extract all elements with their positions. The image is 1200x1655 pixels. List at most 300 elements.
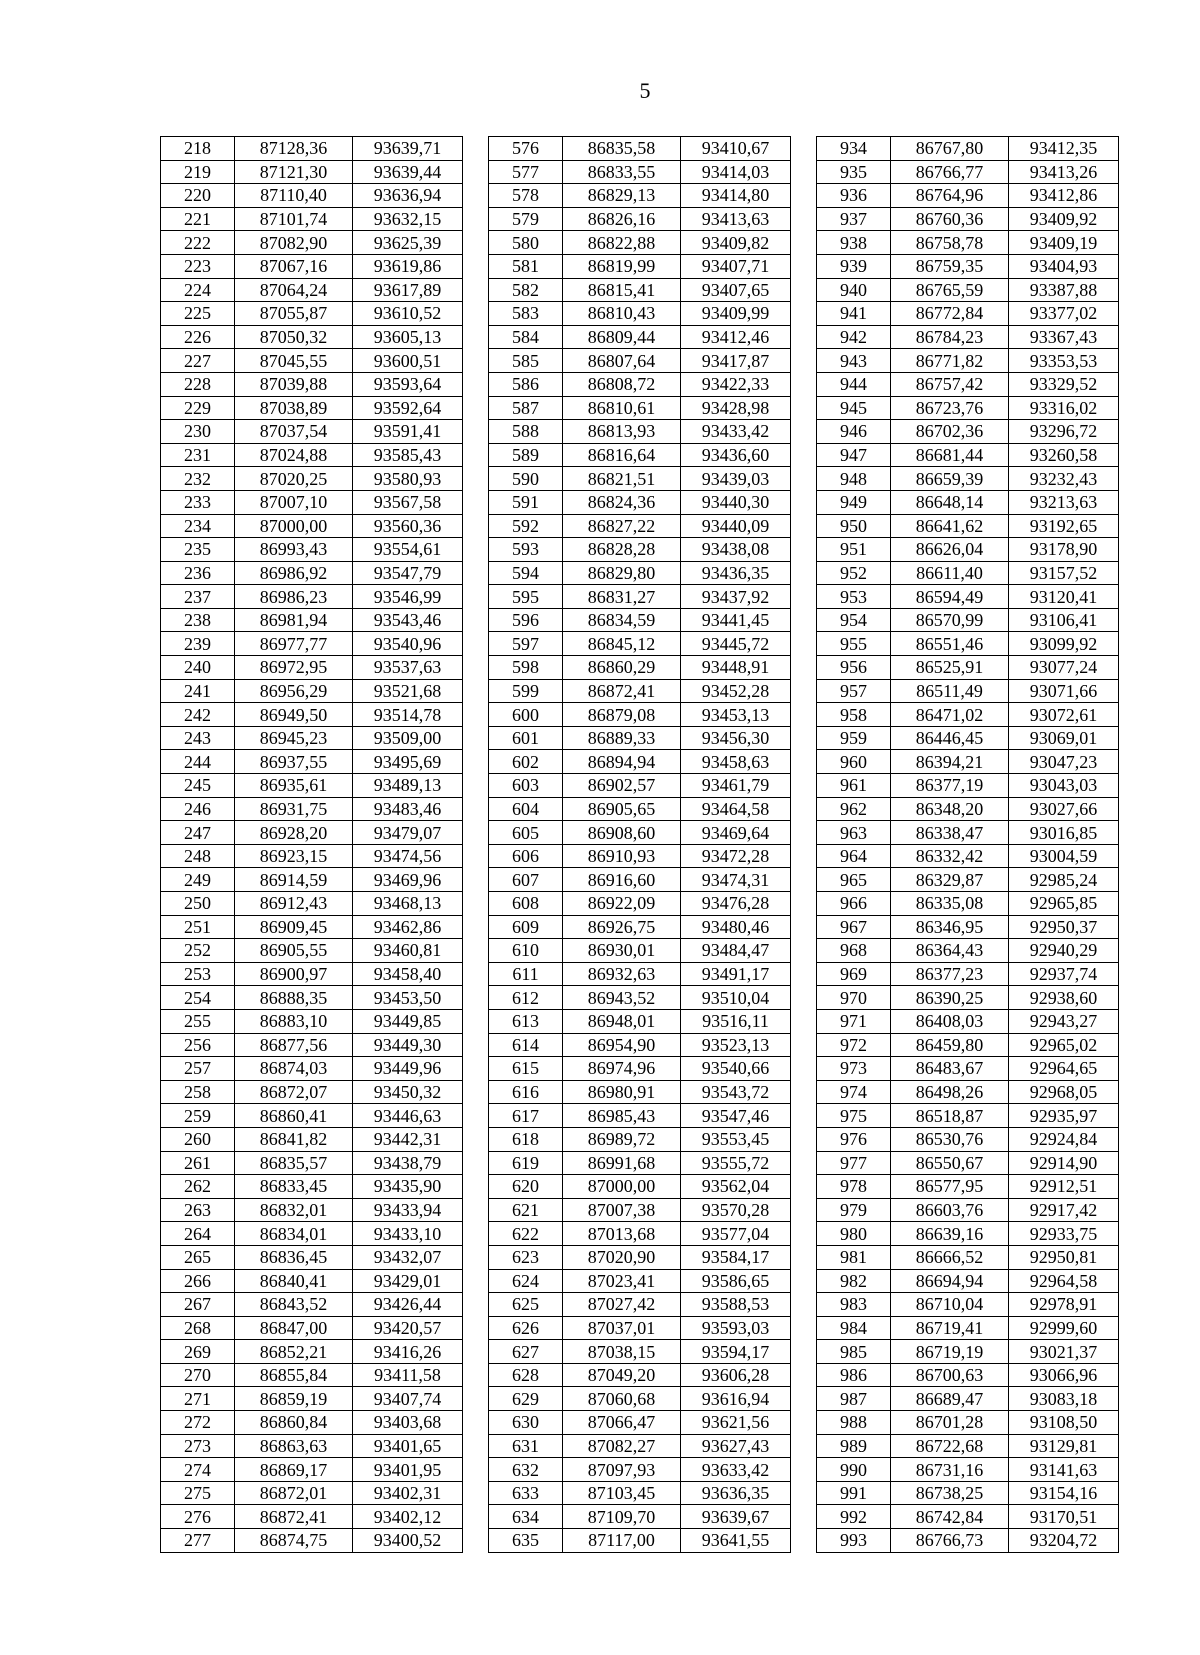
column-gap: [791, 490, 817, 514]
point-number-cell: 970: [817, 986, 891, 1010]
point-number-cell: 611: [489, 962, 563, 986]
point-number-cell: 576: [489, 137, 563, 161]
y-coordinate-cell: 93329,52: [1009, 372, 1119, 396]
y-coordinate-cell: 93404,93: [1009, 254, 1119, 278]
point-number-cell: 257: [161, 1057, 235, 1081]
y-coordinate-cell: 93043,03: [1009, 774, 1119, 798]
y-coordinate-cell: 92943,27: [1009, 1009, 1119, 1033]
column-gap: [463, 1175, 489, 1199]
y-coordinate-cell: 93077,24: [1009, 656, 1119, 680]
point-number-cell: 940: [817, 278, 891, 302]
y-coordinate-cell: 93108,50: [1009, 1411, 1119, 1435]
point-number-cell: 587: [489, 396, 563, 420]
y-coordinate-cell: 93296,72: [1009, 420, 1119, 444]
table-row: [161, 986, 1119, 1010]
point-number-cell: 616: [489, 1080, 563, 1104]
point-number-cell: 623: [489, 1245, 563, 1269]
column-gap: [791, 750, 817, 774]
column-gap: [791, 1198, 817, 1222]
table-row: [161, 302, 1119, 326]
x-coordinate-cell: 86377,23: [891, 962, 1009, 986]
y-coordinate-cell: 93120,41: [1009, 585, 1119, 609]
table-row: [161, 1151, 1119, 1175]
point-number-cell: 606: [489, 844, 563, 868]
y-coordinate-cell: 93593,03: [681, 1316, 791, 1340]
y-coordinate-cell: 93547,79: [353, 561, 463, 585]
x-coordinate-cell: 86570,99: [891, 608, 1009, 632]
x-coordinate-cell: 86764,96: [891, 184, 1009, 208]
y-coordinate-cell: 93619,86: [353, 254, 463, 278]
point-number-cell: 948: [817, 467, 891, 491]
column-gap: [791, 538, 817, 562]
point-number-cell: 950: [817, 514, 891, 538]
x-coordinate-cell: 86863,63: [235, 1434, 353, 1458]
y-coordinate-cell: 93514,78: [353, 703, 463, 727]
table-row: [161, 844, 1119, 868]
x-coordinate-cell: 86710,04: [891, 1293, 1009, 1317]
x-coordinate-cell: 86874,75: [235, 1529, 353, 1553]
table-row: [161, 962, 1119, 986]
point-number-cell: 233: [161, 490, 235, 514]
point-number-cell: 955: [817, 632, 891, 656]
point-number-cell: 981: [817, 1245, 891, 1269]
point-number-cell: 238: [161, 608, 235, 632]
table-row: [161, 490, 1119, 514]
x-coordinate-cell: 86902,57: [563, 774, 681, 798]
y-coordinate-cell: 93523,13: [681, 1033, 791, 1057]
point-number-cell: 935: [817, 160, 891, 184]
y-coordinate-cell: 93192,65: [1009, 514, 1119, 538]
x-coordinate-cell: 86949,50: [235, 703, 353, 727]
point-number-cell: 973: [817, 1057, 891, 1081]
y-coordinate-cell: 93021,37: [1009, 1340, 1119, 1364]
x-coordinate-cell: 86329,87: [891, 868, 1009, 892]
y-coordinate-cell: 93639,71: [353, 137, 463, 161]
column-gap: [463, 656, 489, 680]
y-coordinate-cell: 93407,65: [681, 278, 791, 302]
column-gap: [791, 254, 817, 278]
x-coordinate-cell: 86980,91: [563, 1080, 681, 1104]
y-coordinate-cell: 93450,32: [353, 1080, 463, 1104]
y-coordinate-cell: 93593,64: [353, 372, 463, 396]
y-coordinate-cell: 93446,63: [353, 1104, 463, 1128]
y-coordinate-cell: 93367,43: [1009, 325, 1119, 349]
x-coordinate-cell: 86829,13: [563, 184, 681, 208]
column-gap: [463, 325, 489, 349]
column-gap: [791, 1340, 817, 1364]
column-gap: [463, 467, 489, 491]
y-coordinate-cell: 93591,41: [353, 420, 463, 444]
y-coordinate-cell: 93083,18: [1009, 1387, 1119, 1411]
table-row: [161, 703, 1119, 727]
x-coordinate-cell: 87038,15: [563, 1340, 681, 1364]
x-coordinate-cell: 86956,29: [235, 679, 353, 703]
point-number-cell: 991: [817, 1481, 891, 1505]
column-gap: [463, 1458, 489, 1482]
table-row: [161, 372, 1119, 396]
y-coordinate-cell: 93543,72: [681, 1080, 791, 1104]
column-gap: [463, 1481, 489, 1505]
point-number-cell: 953: [817, 585, 891, 609]
point-number-cell: 975: [817, 1104, 891, 1128]
y-coordinate-cell: 93592,64: [353, 396, 463, 420]
column-gap: [791, 986, 817, 1010]
table-row: [161, 1057, 1119, 1081]
x-coordinate-cell: 86738,25: [891, 1481, 1009, 1505]
point-number-cell: 577: [489, 160, 563, 184]
column-gap: [463, 726, 489, 750]
y-coordinate-cell: 93449,30: [353, 1033, 463, 1057]
point-number-cell: 235: [161, 538, 235, 562]
point-number-cell: 939: [817, 254, 891, 278]
column-gap: [463, 1033, 489, 1057]
point-number-cell: 594: [489, 561, 563, 585]
column-gap: [791, 962, 817, 986]
point-number-cell: 949: [817, 490, 891, 514]
x-coordinate-cell: 86771,82: [891, 349, 1009, 373]
column-gap: [791, 585, 817, 609]
x-coordinate-cell: 86518,87: [891, 1104, 1009, 1128]
x-coordinate-cell: 87023,41: [563, 1269, 681, 1293]
table-row: [161, 420, 1119, 444]
y-coordinate-cell: 93400,52: [353, 1529, 463, 1553]
point-number-cell: 239: [161, 632, 235, 656]
x-coordinate-cell: 86860,29: [563, 656, 681, 680]
point-number-cell: 268: [161, 1316, 235, 1340]
x-coordinate-cell: 86836,45: [235, 1245, 353, 1269]
table-row: [161, 1245, 1119, 1269]
x-coordinate-cell: 86815,41: [563, 278, 681, 302]
x-coordinate-cell: 86843,52: [235, 1293, 353, 1317]
column-gap: [791, 278, 817, 302]
x-coordinate-cell: 86408,03: [891, 1009, 1009, 1033]
x-coordinate-cell: 86914,59: [235, 868, 353, 892]
x-coordinate-cell: 87027,42: [563, 1293, 681, 1317]
x-coordinate-cell: 86845,12: [563, 632, 681, 656]
point-number-cell: 630: [489, 1411, 563, 1435]
column-gap: [463, 1411, 489, 1435]
column-gap: [463, 1387, 489, 1411]
column-gap: [791, 1363, 817, 1387]
point-number-cell: 969: [817, 962, 891, 986]
column-gap: [463, 679, 489, 703]
column-gap: [463, 420, 489, 444]
y-coordinate-cell: 93458,63: [681, 750, 791, 774]
y-coordinate-cell: 93489,13: [353, 774, 463, 798]
x-coordinate-cell: 86827,22: [563, 514, 681, 538]
y-coordinate-cell: 93377,02: [1009, 302, 1119, 326]
point-number-cell: 982: [817, 1269, 891, 1293]
point-number-cell: 954: [817, 608, 891, 632]
column-gap: [463, 821, 489, 845]
point-number-cell: 242: [161, 703, 235, 727]
point-number-cell: 221: [161, 207, 235, 231]
x-coordinate-cell: 86459,80: [891, 1033, 1009, 1057]
y-coordinate-cell: 93409,92: [1009, 207, 1119, 231]
y-coordinate-cell: 93213,63: [1009, 490, 1119, 514]
table-row: [161, 538, 1119, 562]
y-coordinate-cell: 93456,30: [681, 726, 791, 750]
column-gap: [463, 750, 489, 774]
point-number-cell: 263: [161, 1198, 235, 1222]
y-coordinate-cell: 93016,85: [1009, 821, 1119, 845]
point-number-cell: 603: [489, 774, 563, 798]
x-coordinate-cell: 86910,93: [563, 844, 681, 868]
point-number-cell: 615: [489, 1057, 563, 1081]
column-gap: [463, 892, 489, 916]
column-gap: [463, 490, 489, 514]
column-gap: [463, 1222, 489, 1246]
y-coordinate-cell: 93417,87: [681, 349, 791, 373]
table-row: [161, 1127, 1119, 1151]
point-number-cell: 976: [817, 1127, 891, 1151]
x-coordinate-cell: 86758,78: [891, 231, 1009, 255]
y-coordinate-cell: 93433,42: [681, 420, 791, 444]
column-gap: [463, 632, 489, 656]
point-number-cell: 276: [161, 1505, 235, 1529]
column-gap: [463, 349, 489, 373]
point-number-cell: 609: [489, 915, 563, 939]
column-gap: [463, 1529, 489, 1553]
point-number-cell: 942: [817, 325, 891, 349]
y-coordinate-cell: 93600,51: [353, 349, 463, 373]
point-number-cell: 965: [817, 868, 891, 892]
point-number-cell: 232: [161, 467, 235, 491]
column-gap: [791, 892, 817, 916]
y-coordinate-cell: 92964,65: [1009, 1057, 1119, 1081]
y-coordinate-cell: 93409,82: [681, 231, 791, 255]
y-coordinate-cell: 93440,09: [681, 514, 791, 538]
y-coordinate-cell: 93540,96: [353, 632, 463, 656]
y-coordinate-cell: 93442,31: [353, 1127, 463, 1151]
x-coordinate-cell: 86883,10: [235, 1009, 353, 1033]
x-coordinate-cell: 86954,90: [563, 1033, 681, 1057]
point-number-cell: 602: [489, 750, 563, 774]
point-number-cell: 629: [489, 1387, 563, 1411]
y-coordinate-cell: 93553,45: [681, 1127, 791, 1151]
table-row: [161, 1505, 1119, 1529]
x-coordinate-cell: 86977,77: [235, 632, 353, 656]
x-coordinate-cell: 86821,51: [563, 467, 681, 491]
x-coordinate-cell: 86832,01: [235, 1198, 353, 1222]
x-coordinate-cell: 86722,68: [891, 1434, 1009, 1458]
y-coordinate-cell: 93069,01: [1009, 726, 1119, 750]
point-number-cell: 250: [161, 892, 235, 916]
y-coordinate-cell: 93453,13: [681, 703, 791, 727]
column-gap: [463, 443, 489, 467]
point-number-cell: 622: [489, 1222, 563, 1246]
x-coordinate-cell: 86928,20: [235, 821, 353, 845]
column-gap: [791, 821, 817, 845]
point-number-cell: 978: [817, 1175, 891, 1199]
y-coordinate-cell: 93588,53: [681, 1293, 791, 1317]
column-gap: [791, 1529, 817, 1553]
x-coordinate-cell: 87101,74: [235, 207, 353, 231]
y-coordinate-cell: 93316,02: [1009, 396, 1119, 420]
x-coordinate-cell: 86829,80: [563, 561, 681, 585]
point-number-cell: 225: [161, 302, 235, 326]
x-coordinate-cell: 86603,76: [891, 1198, 1009, 1222]
x-coordinate-cell: 86394,21: [891, 750, 1009, 774]
y-coordinate-cell: 93460,81: [353, 939, 463, 963]
point-number-cell: 224: [161, 278, 235, 302]
y-coordinate-cell: 93099,92: [1009, 632, 1119, 656]
x-coordinate-cell: 87007,10: [235, 490, 353, 514]
point-number-cell: 246: [161, 797, 235, 821]
x-coordinate-cell: 86760,36: [891, 207, 1009, 231]
column-gap: [791, 797, 817, 821]
point-number-cell: 989: [817, 1434, 891, 1458]
column-gap: [463, 1104, 489, 1128]
x-coordinate-cell: 87045,55: [235, 349, 353, 373]
point-number-cell: 960: [817, 750, 891, 774]
point-number-cell: 986: [817, 1363, 891, 1387]
y-coordinate-cell: 93633,42: [681, 1458, 791, 1482]
point-number-cell: 260: [161, 1127, 235, 1151]
x-coordinate-cell: 86483,67: [891, 1057, 1009, 1081]
point-number-cell: 229: [161, 396, 235, 420]
x-coordinate-cell: 86834,59: [563, 608, 681, 632]
y-coordinate-cell: 92965,85: [1009, 892, 1119, 916]
point-number-cell: 259: [161, 1104, 235, 1128]
x-coordinate-cell: 86701,28: [891, 1411, 1009, 1435]
point-number-cell: 579: [489, 207, 563, 231]
x-coordinate-cell: 87000,00: [235, 514, 353, 538]
point-number-cell: 635: [489, 1529, 563, 1553]
y-coordinate-cell: 93438,79: [353, 1151, 463, 1175]
column-gap: [463, 1505, 489, 1529]
x-coordinate-cell: 86808,72: [563, 372, 681, 396]
column-gap: [791, 1080, 817, 1104]
column-gap: [791, 561, 817, 585]
point-number-cell: 275: [161, 1481, 235, 1505]
x-coordinate-cell: 86986,92: [235, 561, 353, 585]
x-coordinate-cell: 86816,64: [563, 443, 681, 467]
column-gap: [791, 1316, 817, 1340]
column-gap: [463, 1080, 489, 1104]
column-gap: [791, 1222, 817, 1246]
x-coordinate-cell: 87039,88: [235, 372, 353, 396]
table-row: [161, 1269, 1119, 1293]
table-row: [161, 1387, 1119, 1411]
y-coordinate-cell: 93438,08: [681, 538, 791, 562]
x-coordinate-cell: 86831,27: [563, 585, 681, 609]
x-coordinate-cell: 86648,14: [891, 490, 1009, 514]
y-coordinate-cell: 93141,63: [1009, 1458, 1119, 1482]
x-coordinate-cell: 86742,84: [891, 1505, 1009, 1529]
column-gap: [791, 608, 817, 632]
column-gap: [791, 1009, 817, 1033]
x-coordinate-cell: 86900,97: [235, 962, 353, 986]
y-coordinate-cell: 93432,07: [353, 1245, 463, 1269]
column-gap: [791, 420, 817, 444]
point-number-cell: 277: [161, 1529, 235, 1553]
column-gap: [463, 160, 489, 184]
y-coordinate-cell: 92935,97: [1009, 1104, 1119, 1128]
x-coordinate-cell: 86822,88: [563, 231, 681, 255]
point-number-cell: 244: [161, 750, 235, 774]
table-row: [161, 396, 1119, 420]
y-coordinate-cell: 93170,51: [1009, 1505, 1119, 1529]
x-coordinate-cell: 86948,01: [563, 1009, 681, 1033]
y-coordinate-cell: 93204,72: [1009, 1529, 1119, 1553]
x-coordinate-cell: 86877,56: [235, 1033, 353, 1057]
point-number-cell: 228: [161, 372, 235, 396]
point-number-cell: 985: [817, 1340, 891, 1364]
point-number-cell: 977: [817, 1151, 891, 1175]
x-coordinate-cell: 86859,19: [235, 1387, 353, 1411]
point-number-cell: 595: [489, 585, 563, 609]
x-coordinate-cell: 86577,95: [891, 1175, 1009, 1199]
x-coordinate-cell: 86681,44: [891, 443, 1009, 467]
column-gap: [791, 231, 817, 255]
y-coordinate-cell: 93632,15: [353, 207, 463, 231]
y-coordinate-cell: 93429,01: [353, 1269, 463, 1293]
point-number-cell: 231: [161, 443, 235, 467]
x-coordinate-cell: 86639,16: [891, 1222, 1009, 1246]
y-coordinate-cell: 93484,47: [681, 939, 791, 963]
point-number-cell: 582: [489, 278, 563, 302]
table-row: [161, 1363, 1119, 1387]
column-gap: [791, 302, 817, 326]
y-coordinate-cell: 93495,69: [353, 750, 463, 774]
x-coordinate-cell: 87121,30: [235, 160, 353, 184]
point-number-cell: 614: [489, 1033, 563, 1057]
table-row: [161, 137, 1119, 161]
x-coordinate-cell: 86935,61: [235, 774, 353, 798]
table-row: [161, 1411, 1119, 1435]
y-coordinate-cell: 92937,74: [1009, 962, 1119, 986]
y-coordinate-cell: 93448,91: [681, 656, 791, 680]
x-coordinate-cell: 86937,55: [235, 750, 353, 774]
x-coordinate-cell: 87103,45: [563, 1481, 681, 1505]
x-coordinate-cell: 86702,36: [891, 420, 1009, 444]
x-coordinate-cell: 86338,47: [891, 821, 1009, 845]
table-row: [161, 892, 1119, 916]
x-coordinate-cell: 87038,89: [235, 396, 353, 420]
x-coordinate-cell: 86840,41: [235, 1269, 353, 1293]
y-coordinate-cell: 93584,17: [681, 1245, 791, 1269]
x-coordinate-cell: 86835,57: [235, 1151, 353, 1175]
column-gap: [791, 396, 817, 420]
y-coordinate-cell: 93440,30: [681, 490, 791, 514]
x-coordinate-cell: 86446,45: [891, 726, 1009, 750]
y-coordinate-cell: 93509,00: [353, 726, 463, 750]
point-number-cell: 951: [817, 538, 891, 562]
y-coordinate-cell: 93610,52: [353, 302, 463, 326]
y-coordinate-cell: 93416,26: [353, 1340, 463, 1364]
table-row: [161, 679, 1119, 703]
table-row: [161, 1458, 1119, 1482]
point-number-cell: 934: [817, 137, 891, 161]
y-coordinate-cell: 93474,56: [353, 844, 463, 868]
column-gap: [463, 372, 489, 396]
y-coordinate-cell: 93639,67: [681, 1505, 791, 1529]
column-gap: [791, 774, 817, 798]
y-coordinate-cell: 93047,23: [1009, 750, 1119, 774]
x-coordinate-cell: 86894,94: [563, 750, 681, 774]
table-row: [161, 207, 1119, 231]
point-number-cell: 219: [161, 160, 235, 184]
point-number-cell: 608: [489, 892, 563, 916]
y-coordinate-cell: 93461,79: [681, 774, 791, 798]
y-coordinate-cell: 93441,45: [681, 608, 791, 632]
y-coordinate-cell: 93402,12: [353, 1505, 463, 1529]
y-coordinate-cell: 93106,41: [1009, 608, 1119, 632]
point-number-cell: 585: [489, 349, 563, 373]
column-gap: [463, 207, 489, 231]
point-number-cell: 944: [817, 372, 891, 396]
